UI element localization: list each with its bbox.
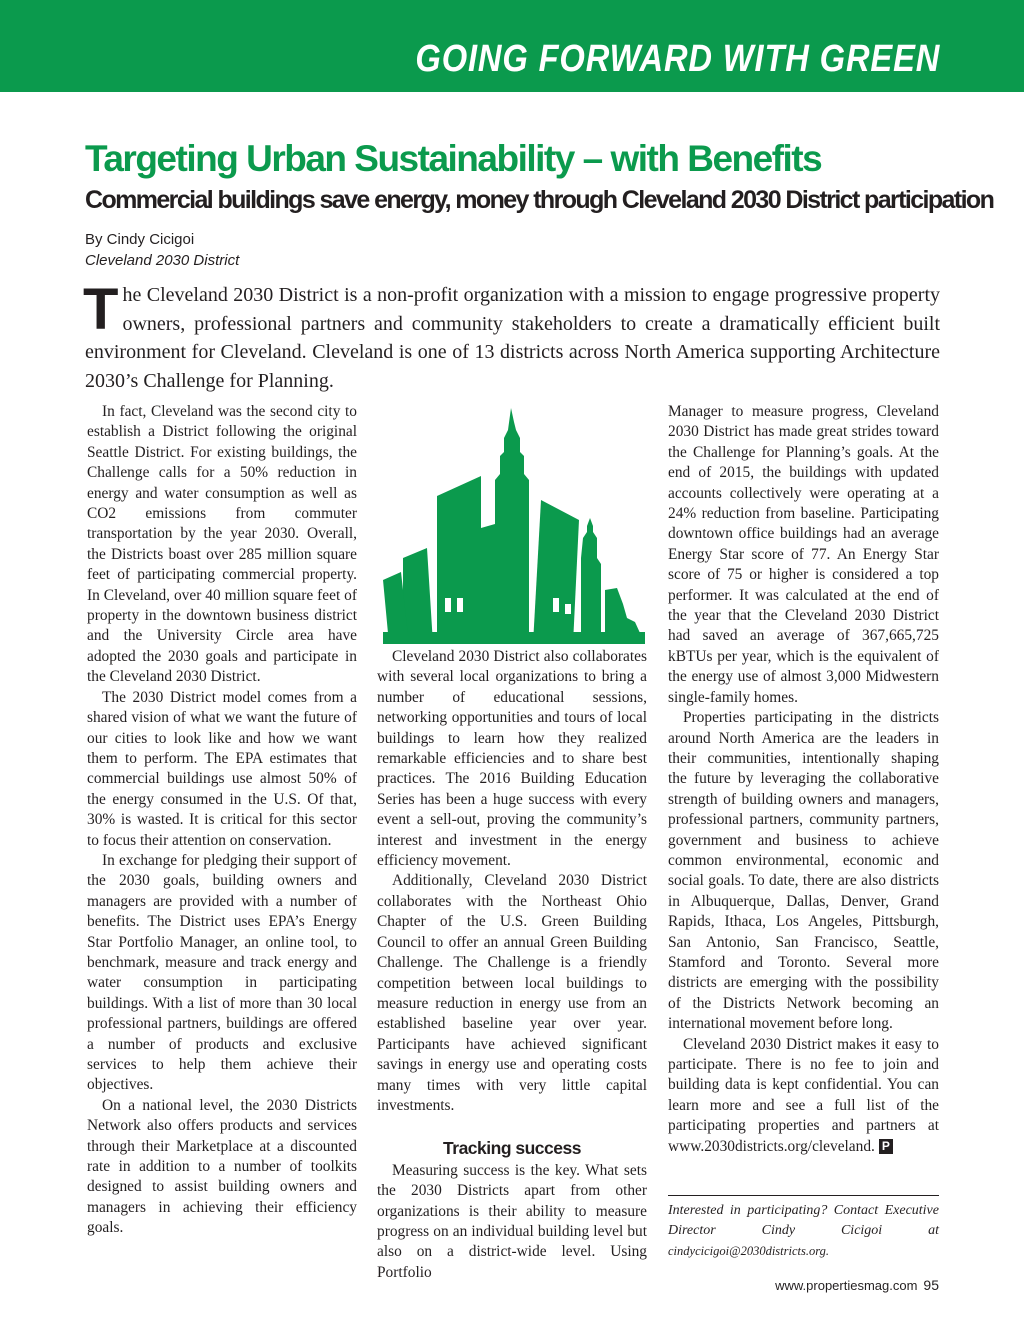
footer-url[interactable]: www.propertiesmag.com	[775, 1278, 918, 1293]
end-mark-icon: P	[879, 1139, 893, 1154]
lede-text: he Cleveland 2030 District is a non-profit organization with a mission to engage progressive property owners, professional partners and community stakeholders to create a dramatically efficient built environment for Cleveland. Cleveland is one of 13 districts across North America supporting Architecture 2030’s Challenge for Planning.	[85, 284, 940, 392]
contact-note-text: Interested in participating? Contact Executive Director Cindy Cicigoi at	[668, 1203, 939, 1238]
column-1	[87, 402, 357, 1239]
body-paragraph	[668, 1035, 939, 1157]
body-paragraph: Manager to measure progress, Cleveland 2030 District has made great strides toward the Challenge for Planning’s goals. At the end of 2015, the buildings with updated accounts collectively were operating at a 24% reduction from baseline. Participating downtown office buildings had an average Energy Star score of 77. An Energy Star score of 75 or higher is considered a top performer. It was calculated at the end of the year that the Cleveland 2030 District had saved an average of 367,665,725 kBTUs per year, which is the equivalent of the energy use of almost 3,000 Midwestern single-family homes.	[668, 403, 939, 706]
article-title: Targeting Urban Sustainability – with Benefits	[85, 138, 822, 179]
body-paragraph: The 2030 District model comes from a shared vision of what we want the future of our cities to look like and how we want them to perform. The EPA estimates that commercial buildings use almost 50% of the energy consumed in the U.S. Of that, 30% is wasted. It is critical for this sector to focus their attention on conservation.	[87, 688, 357, 849]
contact-email[interactable]: cindycicigoi@2030districts.org.	[668, 1244, 830, 1258]
contact-note	[668, 1201, 939, 1261]
body-paragraph: On a national level, the 2030 Districts Network also offers products and services through their Marketplace at a discounted rate in addition to a number of toolkits designed to assist building owners and managers in achieving their efficiency goals.	[87, 1096, 357, 1237]
section-subhead: Tracking success	[443, 1138, 581, 1159]
note-divider	[668, 1195, 939, 1196]
closing-text: Cleveland 2030 District makes it easy to participate. There is no fee to join and building data is kept confidential. You can learn more and see a full list of the participating properties and partners at www.2030districts.org/cleveland.	[668, 1035, 939, 1155]
drop-cap: T	[83, 277, 119, 342]
article-subtitle: Commercial buildings save energy, money through Cleveland 2030 District participation	[85, 186, 994, 214]
author-affiliation: Cleveland 2030 District	[85, 252, 240, 269]
section-banner	[0, 0, 1024, 92]
section-label: GOING FORWARD WITH GREEN	[415, 38, 940, 80]
body-paragraph: Cleveland 2030 District also collaborates with several local organizations to bring a number of educational sessions, networking opportunities and tours of local buildings to learn how they realized remarkable efficiencies and to share best practices. The 2016 Building Education Series has been a huge success with every event a sell-out, proving the community’s interest and investment in the energy efficiency movement.	[377, 648, 647, 870]
body-paragraph: In fact, Cleveland was the second city to establish a District following the original Seattle District. For existing buildings, the Challenge calls for a 50% reduction in energy and water consumption as well as CO2 emissions from commuter transportation by the year 2030. Overall, the Districts boast over 285 million square feet of participating commercial property. In Cleveland, over 40 million square feet of property in the downtown business district and the University Circle area have adopted the 2030 goals and participate in the Cleveland 2030 District.	[87, 403, 357, 686]
lede-paragraph	[83, 277, 940, 395]
column-3	[668, 402, 939, 1157]
body-paragraph: Additionally, Cleveland 2030 District collaborates with the Northeast Ohio Chapter of the U.S. Green Building Council to offer an annual Green Building Challenge. The Challenge is a friendly competition between local buildings to measure reduction in energy use from an established baseline year over year. Participants have achieved significant savings in energy use and operating costs many times with very little capital investments.	[377, 872, 647, 1114]
byline: By Cindy Cicigoi	[85, 231, 195, 248]
body-paragraph: In exchange for pledging their support of the 2030 goals, building owners and managers are provided with a number of benefits. The District uses EPA’s Energy Star Portfolio Manager, an online tool, to benchmark, measure and track energy and water consumption in participating buildings. With a list of more than 30 local professional partners, buildings are offered a number of products and exclusive services to help them achieve their objectives.	[87, 851, 357, 1094]
page-number: 95	[923, 1277, 939, 1293]
column-2	[377, 647, 647, 1283]
body-paragraph: Properties participating in the districts around North America are the leaders in their communities, intentionally shaping the future by leveraging the collaborative strength of building owners and managers, professional partners, community partners, government and business to achieve common environmental, economic and social goals. To date, there are also districts in Albuquerque, Dallas, Denver, Grand Rapids, Ithaca, Los Angeles, Pittsburgh, San Antonio, San Francisco, Seattle, Stamford and Toronto. Several more districts are emerging with the possibility of the Districts Network becoming an international movement before long.	[668, 709, 939, 1033]
body-paragraph: Measuring success is the key. What sets the 2030 Districts apart from other organizations is their ability to measure progress on an individual building level but also on a district-wide level. Using Portfolio	[377, 1161, 647, 1281]
cleveland-skyline-illustration	[383, 408, 645, 644]
page-footer	[775, 1277, 939, 1293]
